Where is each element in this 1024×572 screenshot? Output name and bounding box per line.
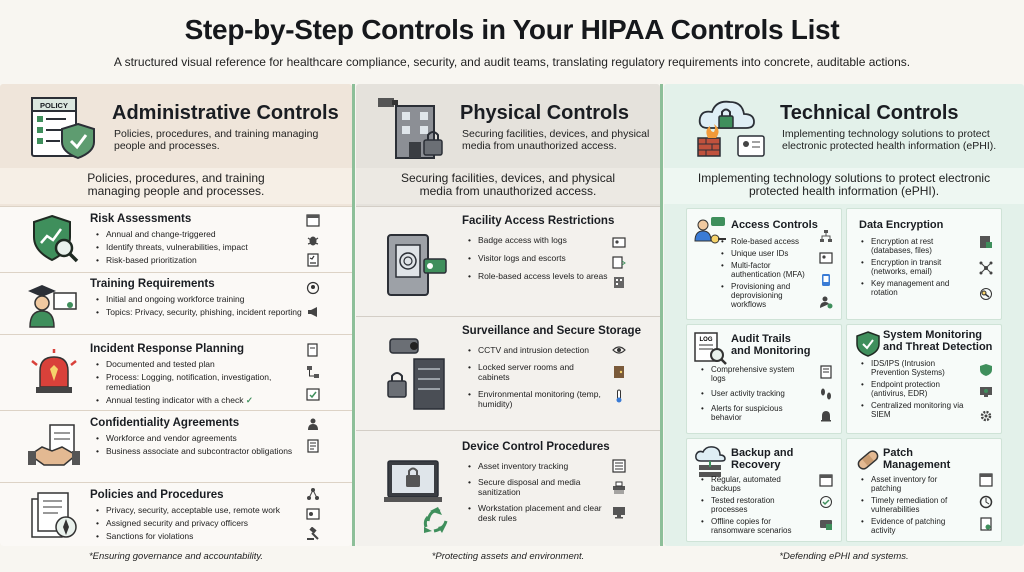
contract-icon [306, 439, 320, 453]
section-title: System Monitoring and Threat Detection [883, 329, 993, 353]
list-item: • Locked server rooms and cabinets [468, 362, 603, 382]
list-item: • Endpoint protection (antivirus, EDR) [861, 380, 967, 398]
physical-summary: Securing facilities, devices, and physical media from unauthorized access. [356, 168, 660, 204]
section-title: Facility Access Restrictions [462, 215, 615, 227]
user-check-icon [819, 295, 833, 309]
list-item: • Regular, automated backups [701, 475, 805, 493]
badge-access-gate-icon [384, 227, 450, 297]
incident-response-section [0, 334, 352, 410]
user-refresh-icon [306, 281, 320, 295]
section-title: Policies and Procedures [90, 489, 224, 501]
calendar-icon [306, 213, 320, 227]
phone-mfa-icon [819, 273, 833, 287]
user-id-icon [306, 417, 320, 431]
list-item: • Comprehensive system logs [701, 365, 805, 383]
network-icon [306, 487, 320, 501]
audit-trails-cell [686, 324, 842, 434]
risk-assessments-section [0, 206, 352, 272]
svg-text:POLICY: POLICY [40, 101, 68, 110]
graduate-certificate-icon [28, 279, 80, 331]
building-levels-icon [612, 275, 626, 289]
column-divider [660, 84, 663, 546]
technical-title: Technical Controls [780, 102, 959, 124]
list-item: • Topics: Privacy, security, phishing, incident reporting [96, 307, 302, 317]
flowchart-icon [306, 365, 320, 379]
document-pen-icon [306, 343, 320, 357]
list-item: • Offline copies for ransomware scenarios [701, 517, 805, 535]
list-item: • Multi-factor authentication (MFA) [721, 261, 813, 279]
list-item: • Role-based access levels to areas [468, 271, 607, 281]
page-title: Step-by-Step Controls in Your HIPAA Controls List [184, 14, 840, 45]
bandage-icon [855, 447, 881, 473]
bug-icon [306, 233, 320, 247]
technical-summary: Implementing technology solutions to protect electronic protected health information (ePHI). [664, 168, 1024, 204]
administrative-title: Administrative Controls [112, 102, 339, 124]
list-item: • Asset inventory for patching [861, 475, 965, 493]
list-item: • Annual and change-triggered [96, 229, 248, 239]
list-item: • Business associate and subcontractor obligations [96, 446, 292, 456]
svg-text:LOG: LOG [699, 337, 713, 343]
list-item: • IDS/IPS (Intrusion Prevention Systems) [861, 359, 967, 377]
document-list-icon [819, 365, 833, 379]
list-item: • Risk-based prioritization [96, 255, 248, 265]
section-title: Audit Trails and Monitoring [731, 333, 811, 357]
section-title: Incident Response Planning [90, 343, 244, 355]
siem-gear-icon [979, 409, 993, 423]
alarm-siren-icon [28, 347, 80, 399]
list-item: • User activity tracking [701, 389, 805, 398]
visitor-log-icon [612, 255, 626, 269]
facility-access-section [356, 206, 660, 316]
access-controls-cell [686, 208, 842, 320]
technical-footer: *Defending ePHI and systems. [779, 551, 909, 562]
list-item: • Assigned security and privacy officers [96, 518, 280, 528]
training-requirements-section [0, 272, 352, 334]
risk-shield-magnifier-icon [28, 213, 80, 265]
alarm-bell-icon [819, 409, 833, 423]
surveillance-storage-section [356, 316, 660, 430]
technical-description: Implementing technology solutions to protect electronic protected health information (ePHI). [782, 128, 997, 152]
page-subtitle: A structured visual reference for healthcare compliance, security, and audit teams, translating regulatory requirements into concrete, auditable actions. [113, 55, 911, 69]
physical-footer: *Protecting assets and environment. [431, 551, 585, 562]
physical-header [356, 84, 660, 166]
org-chart-icon [819, 229, 833, 243]
offline-drive-icon [819, 517, 833, 531]
camera-server-icon [384, 335, 450, 415]
log-magnifier-icon [693, 331, 727, 365]
schedule-icon [819, 473, 833, 487]
list-item: • Workstation placement and clear desk rules [468, 503, 603, 523]
policies-procedures-section [0, 482, 352, 546]
evidence-document-icon [979, 517, 993, 531]
firewall-shield-icon [979, 363, 993, 377]
policy-document-shield-icon [22, 92, 102, 162]
list-item: • Asset inventory tracking [468, 461, 603, 471]
list-item: • Privacy, security, acceptable use, remote work [96, 505, 280, 515]
list-item: • Centralized monitoring via SIEM [861, 401, 967, 419]
system-monitoring-cell [846, 324, 1002, 434]
list-item: • Key management and rotation [861, 279, 965, 297]
officer-badge-icon [306, 507, 320, 521]
list-item: • Role-based access [721, 237, 813, 246]
section-title: Backup and Recovery [731, 447, 794, 471]
laptop-lock-recycle-icon [384, 455, 450, 535]
physical-controls-column [356, 84, 660, 546]
list-item: • Unique user IDs [721, 249, 813, 258]
physical-description: Securing facilities, devices, and physical media from unauthorized access. [462, 128, 650, 152]
list-window-icon [979, 473, 993, 487]
thermometer-icon [612, 389, 626, 403]
list-item: • Sanctions for violations [96, 531, 280, 541]
data-encryption-cell [846, 208, 1002, 320]
list-item: • Provisioning and deprovisioning workflows [721, 282, 813, 309]
locked-cabinet-icon [612, 365, 626, 379]
administrative-header [0, 84, 352, 166]
checklist-icon [306, 253, 320, 267]
list-item: • Tested restoration processes [701, 496, 805, 514]
administrative-controls-column [0, 84, 352, 546]
list-item: • Alerts for suspicious behavior [701, 404, 805, 422]
confidentiality-agreements-section [0, 410, 352, 482]
update-icon [979, 495, 993, 509]
shredder-icon [612, 481, 626, 495]
backup-recovery-cell [686, 438, 842, 542]
section-title: Risk Assessments [90, 213, 192, 225]
list-item: • Timely remediation of vulnerabilities [861, 496, 965, 514]
administrative-description: Policies, procedures, and training managing people and processes. [114, 128, 319, 152]
workstation-icon [612, 505, 626, 519]
database-lock-icon [979, 235, 993, 249]
shield-monitor-icon [855, 331, 881, 357]
list-item: • Workforce and vendor agreements [96, 433, 292, 443]
device-control-section [356, 430, 660, 546]
eye-icon [612, 343, 626, 357]
section-title: Surveillance and Secure Storage [462, 325, 641, 337]
list-item: • Process: Logging, notification, investigation, remediation [96, 372, 316, 392]
key-rotate-icon [979, 287, 993, 301]
building-camera-lock-icon [374, 92, 454, 162]
list-item: • Badge access with logs [468, 235, 607, 245]
handshake-icon [28, 421, 80, 473]
patch-management-cell [846, 438, 1002, 542]
restore-check-icon [819, 495, 833, 509]
cloud-lock-firewall-icon [692, 92, 772, 162]
physical-title: Physical Controls [460, 102, 629, 124]
section-title: Data Encryption [859, 219, 944, 231]
list-item: • Environmental monitoring (temp, humidity) [468, 389, 603, 409]
list-item: • Encryption in transit (networks, email) [861, 258, 965, 276]
column-divider [352, 84, 355, 546]
administrative-summary: Policies, procedures, and training managing people and processes. [0, 168, 352, 204]
endpoint-monitor-icon [979, 385, 993, 399]
list-item: • Documented and tested plan [96, 359, 316, 369]
list-item: • Annual testing indicator with a check ✓ [96, 395, 316, 405]
megaphone-icon [306, 305, 320, 319]
administrative-footer: *Ensuring governance and accountability. [88, 551, 264, 562]
user-id-icon [819, 251, 833, 265]
calendar-check-icon [306, 387, 320, 401]
documents-compass-icon [28, 489, 80, 541]
section-title: Access Controls [731, 219, 818, 231]
list-item: • Secure disposal and media sanitization [468, 477, 603, 497]
section-title: Device Control Procedures [462, 441, 610, 453]
section-title: Patch Management [883, 447, 951, 471]
list-item: • Identify threats, vulnerabilities, impact [96, 242, 248, 252]
technical-header [664, 84, 1024, 166]
list-item: • Initial and ongoing workforce training [96, 294, 302, 304]
list-item: • Evidence of patching activity [861, 517, 965, 535]
list-item: • CCTV and intrusion detection [468, 345, 603, 355]
cloud-backup-icon [693, 445, 727, 479]
footprints-icon [819, 387, 833, 401]
section-title: Confidentiality Agreements [90, 417, 240, 429]
list-item: • Encryption at rest (databases, files) [861, 237, 965, 255]
gavel-icon [306, 527, 320, 541]
inventory-list-icon [612, 459, 626, 473]
technical-controls-column [664, 84, 1024, 546]
id-card-icon [612, 235, 626, 249]
network-lock-icon [979, 261, 993, 275]
check-icon: ✓ [245, 395, 253, 405]
list-item: • Visitor logs and escorts [468, 253, 607, 263]
section-title: Training Requirements [90, 278, 215, 290]
